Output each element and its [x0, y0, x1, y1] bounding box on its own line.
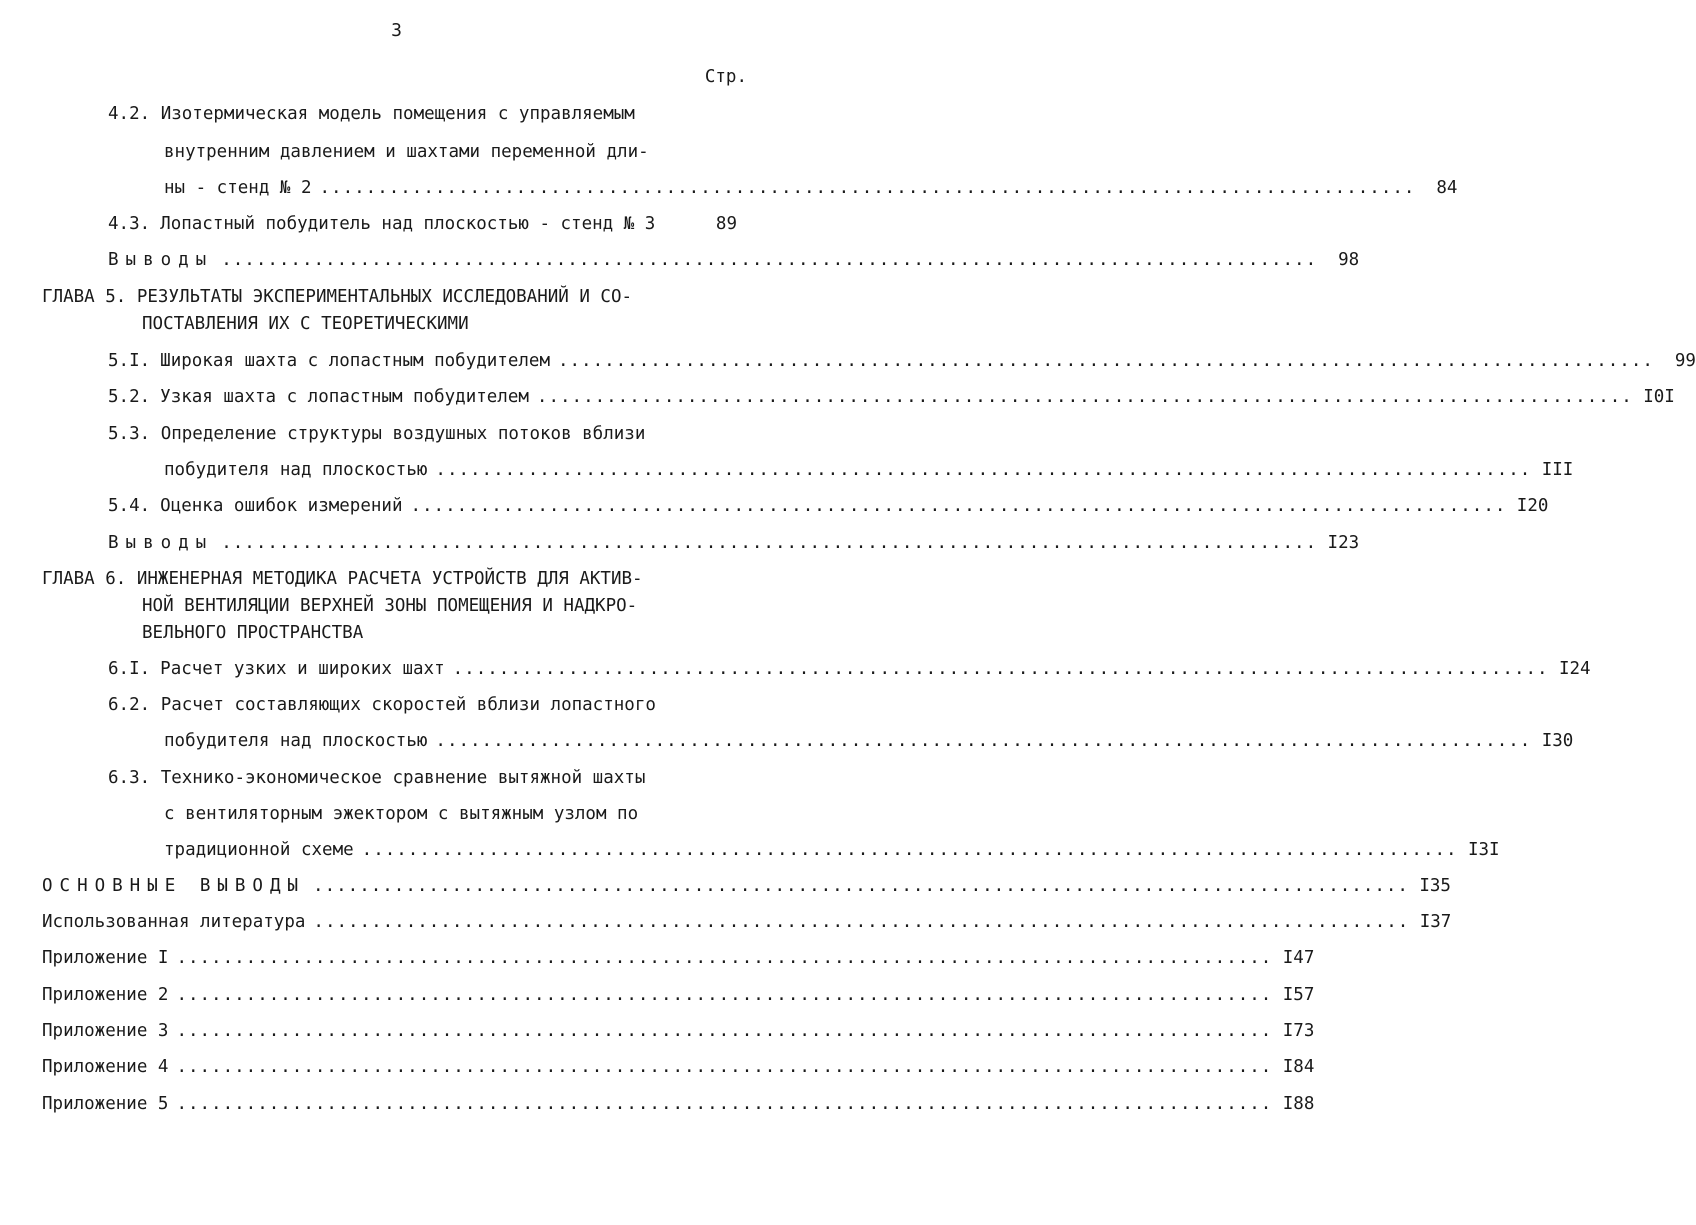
leader-dots: ...............................................................................................: [557, 351, 1654, 371]
section-title: побудителя над плоскостью: [164, 460, 428, 480]
page-number: 3: [391, 20, 402, 41]
toc-entry-prilozhenie-4: [42, 1056, 1315, 1080]
page-ref: I57: [1282, 985, 1315, 1005]
section-number: 5.3.: [108, 424, 151, 444]
page-ref: I0I: [1643, 387, 1675, 407]
section-number: 6.3.: [108, 768, 151, 788]
toc-entry-4-2-line2: внутренним давлением и шахтами переменной дли-: [164, 142, 649, 162]
page-ref: I84: [1282, 1057, 1315, 1077]
section-title: Оценка ошибок измерений: [160, 496, 403, 516]
page-ref: 98: [1338, 250, 1360, 270]
section-title: Расчет узких и широких шахт: [160, 659, 445, 679]
toc-entry-4-2-line3: [164, 177, 1458, 201]
toc-entry-4-3: [108, 213, 737, 237]
section-title: Приложение 2: [42, 985, 169, 1005]
page-ref: I23: [1327, 533, 1360, 553]
page-ref: I37: [1419, 912, 1452, 932]
section-number: 4.2.: [108, 104, 151, 124]
toc-entry-5-3-line2: [164, 459, 1574, 483]
page-ref: I24: [1558, 659, 1591, 679]
leader-dots: ...............................................................................................: [313, 876, 1409, 896]
section-title: Приложение 5: [42, 1094, 169, 1114]
toc-entry-prilozhenie-5: [42, 1093, 1315, 1117]
leader-dots: ...............................................................................................: [221, 250, 1318, 270]
page-ref: I35: [1419, 876, 1451, 896]
leader-dots: ...............................................................................................: [361, 840, 1458, 860]
section-title: Лопастный побудитель над плоскостью - стенд № 3: [160, 214, 656, 234]
section-title: традиционной схеме: [164, 840, 354, 860]
page-ref: I3I: [1467, 840, 1500, 860]
page-ref: I30: [1541, 731, 1574, 751]
leader-dots: ...............................................................................................: [319, 178, 1416, 198]
section-number: 6.I.: [108, 659, 151, 679]
chapter-5-heading-line2: ПОСТАВЛЕНИЯ ИХ С ТЕОРЕТИЧЕСКИМИ: [142, 314, 469, 334]
page-ref: 89: [715, 214, 737, 234]
page-ref: 84: [1436, 178, 1458, 198]
leader-dots: ...............................................................................................: [176, 985, 1273, 1005]
leader-dots: ...............................................................................................: [176, 948, 1273, 968]
section-title: Технико-экономическое сравнение вытяжной шахты: [160, 768, 646, 788]
leader-dots: ...............................................................................................: [410, 496, 1507, 516]
page-ref: I47: [1282, 948, 1315, 968]
chapter-6-heading-line1: [42, 568, 643, 592]
section-title: Узкая шахта с лопастным побудителем: [160, 387, 529, 407]
chapter-6-heading-line3: ВЕЛЬНОГО ПРОСТРАНСТВА: [142, 623, 364, 643]
toc-entry-prilozhenie-2: [42, 984, 1315, 1008]
section-title: Выводы: [108, 533, 214, 553]
leader-dots: ...............................................................................................: [176, 1094, 1273, 1114]
section-number: 5.2.: [108, 387, 151, 407]
toc-entry-6-2-line1: [108, 694, 656, 718]
toc-entry-prilozhenie-3: [42, 1020, 1315, 1044]
leader-dots: ...............................................................................................: [176, 1021, 1273, 1041]
section-title: Приложение 4: [42, 1057, 169, 1077]
chapter-5-heading-line1: [42, 286, 632, 310]
section-title: ны - стенд № 2: [164, 178, 312, 198]
section-title: Приложение 3: [42, 1021, 169, 1041]
page-column-label: Стр.: [704, 67, 747, 87]
chapter-prefix: ГЛАВА 6.: [42, 569, 127, 589]
toc-entry-literatura: [42, 911, 1452, 935]
leader-dots: ...............................................................................................: [435, 460, 1532, 480]
section-number: 4.3.: [108, 214, 151, 234]
section-title: Расчет составляющих скоростей вблизи лопастного: [160, 695, 656, 715]
section-number: 5.I.: [108, 351, 151, 371]
page-ref: I73: [1282, 1021, 1315, 1041]
toc-entry-5-3-line1: [108, 423, 645, 447]
section-title: Приложение I: [42, 948, 169, 968]
leader-dots: ...............................................................................................: [176, 1057, 1273, 1077]
chapter-title: ИНЖЕНЕРНАЯ МЕТОДИКА РАСЧЕТА УСТРОЙСТВ ДЛЯ АКТИВ-: [136, 569, 643, 589]
toc-entry-5-2: [108, 386, 1675, 410]
page-ref: I20: [1516, 496, 1549, 516]
toc-entry-6-3-line3: [164, 839, 1500, 863]
page-ref: 99: [1674, 351, 1696, 371]
section-title: Изотермическая модель помещения с управляемым: [160, 104, 635, 124]
section-title: Использованная литература: [42, 912, 306, 932]
toc-entry-4-2-line1: [108, 103, 635, 127]
page-ref: I88: [1282, 1094, 1315, 1114]
section-title: ОСНОВНЫЕ ВЫВОДЫ: [42, 876, 306, 896]
section-title: Выводы: [108, 250, 214, 270]
toc-entry-osnovnye-vyvody: [42, 875, 1451, 899]
toc-entry-vyvody-5: [108, 532, 1360, 556]
toc-entry-6-3-line2: с вентиляторным эжектором с вытяжным узлом по: [164, 804, 639, 824]
toc-entry-6-1: [108, 658, 1591, 682]
leader-dots: ...............................................................................................: [313, 912, 1410, 932]
chapter-title: РЕЗУЛЬТАТЫ ЭКСПЕРИМЕНТАЛЬНЫХ ИССЛЕДОВАНИЙ И СО-: [136, 287, 633, 307]
leader-dots: ...............................................................................................: [452, 659, 1549, 679]
section-title: Определение структуры воздушных потоков вблизи: [160, 424, 646, 444]
chapter-6-heading-line2: НОЙ ВЕНТИЛЯЦИИ ВЕРХНЕЙ ЗОНЫ ПОМЕЩЕНИЯ И НАДКРО-: [142, 596, 638, 616]
chapter-prefix: ГЛАВА 5.: [42, 287, 127, 307]
section-title: побудителя над плоскостью: [164, 731, 428, 751]
toc-entry-6-2-line2: [164, 730, 1574, 754]
toc-entry-5-1: [108, 350, 1696, 374]
toc-entry-prilozhenie-1: [42, 947, 1315, 971]
toc-entry-5-4: [108, 495, 1549, 519]
section-number: 5.4.: [108, 496, 151, 516]
leader-dots: ...............................................................................................: [221, 533, 1318, 553]
leader-dots: ...............................................................................................: [536, 387, 1633, 407]
section-title: Широкая шахта с лопастным побудителем: [160, 351, 550, 371]
page-ref: III: [1541, 460, 1574, 480]
toc-entry-vyvody-4: [108, 249, 1360, 273]
toc-entry-6-3-line1: [108, 767, 645, 791]
section-number: 6.2.: [108, 695, 151, 715]
leader-dots: ...............................................................................................: [435, 731, 1532, 751]
